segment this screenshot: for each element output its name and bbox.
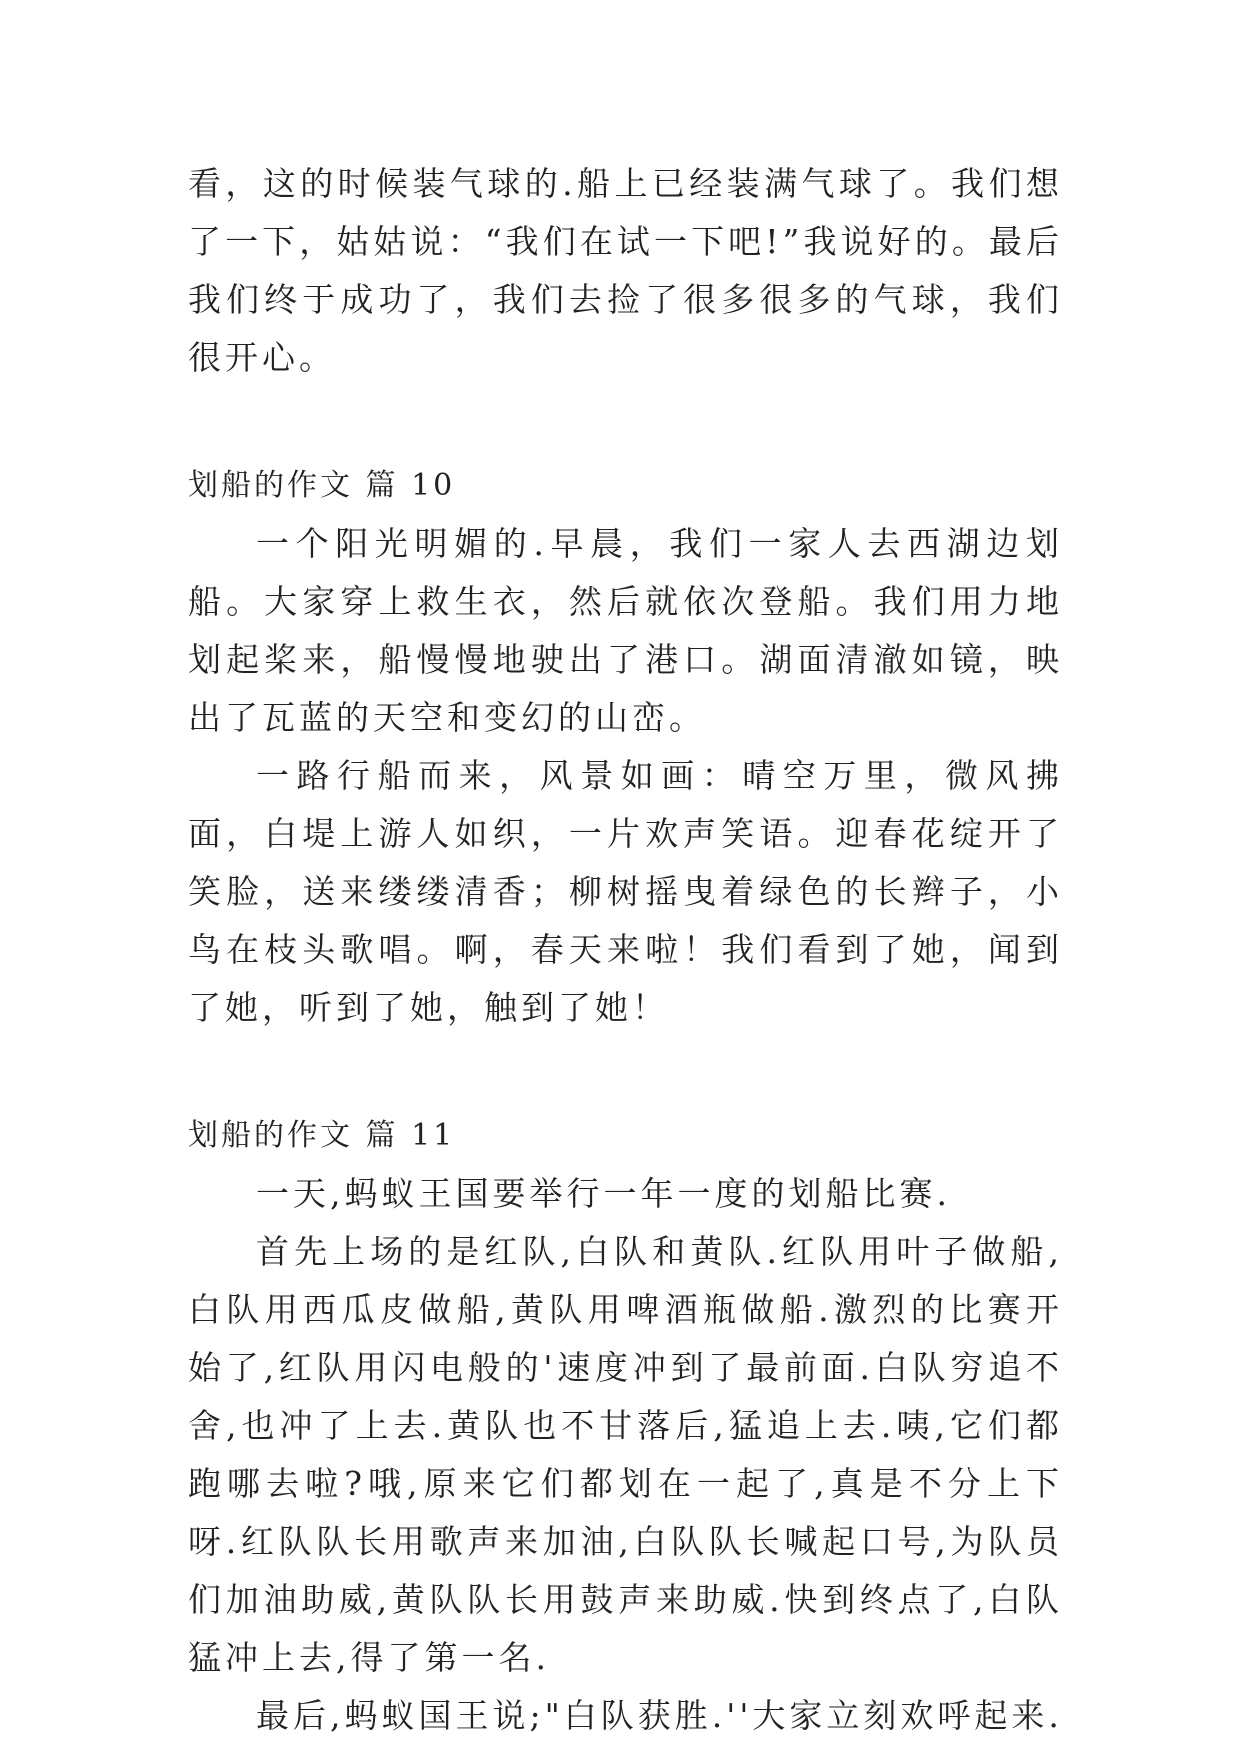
section-title: 划船的作文 篇 11 bbox=[188, 1118, 456, 1153]
section-paragraph: 一个阳光明媚的.早晨，我们一家人去西湖边划船。大家穿上救生衣，然后就依次登船。我们用力地划起桨来，船慢慢地驶出了港口。湖面清澈如镜，映出了瓦蓝的天空和变幻的山峦。 bbox=[188, 524, 1063, 737]
section-title: 划船的作文 篇 10 bbox=[188, 468, 456, 503]
document-body bbox=[188, 155, 1063, 1745]
section-spacer bbox=[188, 387, 1063, 457]
section-10 bbox=[188, 457, 1063, 1037]
section-paragraph: 最后,蚂蚁国王说;"白队获胜.''大家立刻欢呼起来. bbox=[256, 1696, 1063, 1735]
section-spacer bbox=[188, 1037, 1063, 1107]
intro-paragraph: 看，这的时候装气球的.船上已经装满气球了。我们想了一下，姑姑说：“我们在试一下吧!”我说好的。最后我们终于成功了，我们去捡了很多很多的气球，我们很开心。 bbox=[188, 164, 1063, 377]
section-paragraph: 一路行船而来，风景如画：晴空万里，微风拂面，白堤上游人如织，一片欢声笑语。迎春花绽开了笑脸，送来缕缕清香；柳树摇曳着绿色的长辫子，小鸟在枝头歌唱。啊，春天来啦！我们看到了她，闻到了她，听到了她，触到了她！ bbox=[188, 756, 1063, 1027]
section-paragraph: 一天,蚂蚁王国要举行一年一度的划船比赛. bbox=[256, 1174, 951, 1213]
section-paragraph: 首先上场的是红队,白队和黄队.红队用叶子做船,白队用西瓜皮做船,黄队用啤酒瓶做船.激烈的比赛开始了,红队用闪电般的'速度冲到了最前面.白队穷追不舍,也冲了上去.黄队也不甘落后,猛追上去.咦,它们都跑哪去啦?哦,原来它们都划在一起了,真是不分上下呀.红队队长用歌声来加油,白队队长喊起口号,为队员们加油助威,黄队队长用鼓声来助威.快到终点了,白队猛冲上去,得了第一名. bbox=[188, 1232, 1063, 1677]
section-11 bbox=[188, 1107, 1063, 1745]
